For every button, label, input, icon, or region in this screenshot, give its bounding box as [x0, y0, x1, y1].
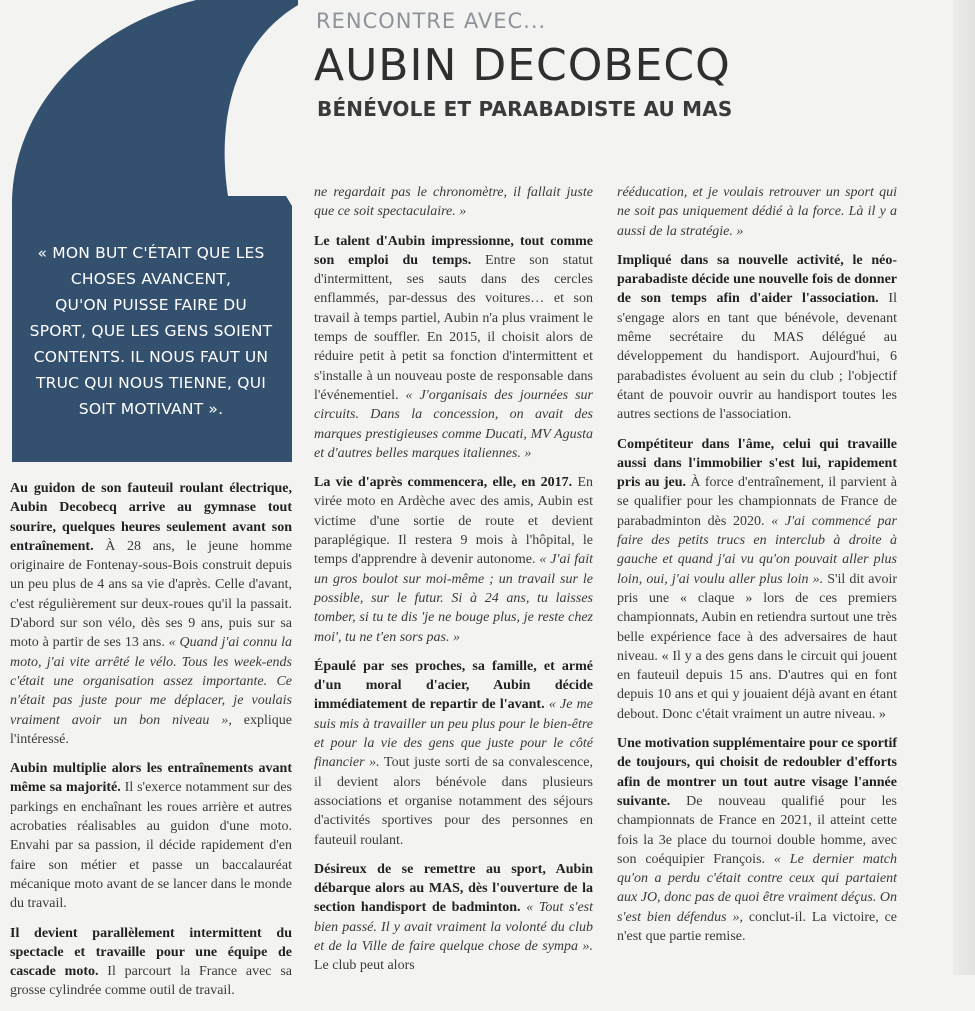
- pull-quote-line: CHOSES AVANCENT,: [70, 270, 232, 288]
- headline-subtitle: BÉNÉVOLE ET PARABADISTE AU MAS: [317, 97, 733, 121]
- article-paragraph: [617, 183, 897, 241]
- pull-quote-line: « MON BUT C'ÉTAIT QUE LES: [37, 244, 265, 262]
- paragraph-quote: « J'ai fait un gros boulot sur moi-même ; un travail sur le possible, sur le futur. Si à 24 ans, tu laisses tomber, si tu te dis 'je ne bouge plus, je reste chez moi', tu ne t'en sors pas. »: [314, 552, 593, 645]
- paragraph-quote: « Le dernier match qu'on a perdu c'était contre ceux qui partaient aux JO, donc pas de quoi être vraiment déçus. On s'est bien défendus »: [617, 851, 897, 925]
- article-paragraph: [617, 734, 897, 946]
- article-paragraph: [314, 232, 593, 464]
- pull-quote: [16, 240, 286, 422]
- paragraph-quote: « J'ai commencé par faire des petits trucs en interclub à droite à gauche et quand j'ai vu qu'on pouvait aller plus loin, oui, j'ai voulu aller plus loin ».: [617, 513, 898, 587]
- paragraph-quote: « Je me suis mis à travailler un peu plus pour le bien-être et pour la vie des gens que juste pour le côté financier ».: [314, 697, 593, 771]
- pull-quote-line: SOIT MOTIVANT ».: [78, 400, 224, 418]
- page-edge: [953, 0, 975, 975]
- paragraph-quote: ne regardait pas le chronomètre, il fallait juste que ce soit spectaculaire. »: [314, 185, 593, 220]
- article-column-3: [617, 183, 897, 956]
- pull-quote-line: TRUC QUI NOUS TIENNE, QUI: [35, 374, 267, 392]
- article-paragraph: [617, 435, 897, 724]
- paragraph-lead: Aubin multiplie alors les entraînements avant même sa majorité.: [10, 761, 292, 796]
- paragraph-tail: Le club peut alors: [314, 958, 415, 974]
- article-column-1: [10, 479, 292, 1011]
- pull-quote-line: SPORT, QUE LES GENS SOIENT: [29, 322, 273, 340]
- paragraph-text: Entre son statut d'intermittent, ses sauts dans des cercles enflammés, par-dessus des voitures… et son travail à temps partiel, Aubin n'a plus vraiment le temps de souffler. En 2015, il choisit alors de réduire petit à petit sa fonction d'intermittent et s'installe à un nouveau poste de responsable dans l'événementiel.: [314, 252, 593, 403]
- article-paragraph: [617, 251, 897, 425]
- paragraph-lead: Il devient parallèlement intermittent du spectacle et travaille pour une équipe de cascade moto.: [10, 925, 292, 980]
- pull-quote-line: QU'ON PUISSE FAIRE DU: [55, 296, 247, 314]
- article-paragraph: [10, 479, 292, 749]
- paragraph-lead: Épaulé par ses proches, sa famille, et armé d'un moral d'acier, Aubin décide immédiatement de repartir de l'avant.: [314, 658, 593, 713]
- article-paragraph: [314, 657, 593, 850]
- paragraph-lead: Impliqué dans sa nouvelle activité, le néo-parabadiste décide une nouvelle fois de donner de son temps afin d'aider l'association.: [617, 252, 897, 307]
- paragraph-quote: « J'organisais des journées sur circuits. Dans la concession, on avait des marques prestigieuses comme Ducati, MV Agusta et d'autres belles marques italiennes. »: [314, 387, 593, 461]
- paragraph-lead: Désireux de se remettre au sport, Aubin débarque alors au MAS, dès l'ouverture de la section handisport de badminton.: [314, 861, 593, 916]
- paragraph-lead: La vie d'après commencera, elle, en 2017.: [314, 475, 573, 491]
- paragraph-quote: « Quand j'ai connu la moto, j'ai vite arrêté le vélo. Tous les week-ends c'était une organisation assez importante. Ce n'était pas juste pour me déplacer, je voulais vraiment avoir un bon niveau »: [10, 635, 292, 728]
- paragraph-tail: , explique l'intéressé.: [10, 712, 292, 747]
- paragraph-text: De nouveau qualifié pour les championnats de France en 2021, il atteint cette fois la 3e place du tournoi double homme, avec son coéquipier François.: [617, 793, 897, 867]
- paragraph-lead: Compétiteur dans l'âme, celui qui travaille aussi dans l'immobilier s'est lui, rapidement pris au jeu.: [617, 436, 897, 491]
- paragraph-quote: rééducation, et je voulais retrouver un sport qui ne soit pas uniquement dédié à la force. Là il y a aussi de la stratégie. »: [617, 185, 897, 239]
- article-paragraph: [10, 924, 292, 1001]
- paragraph-tail: Tout juste sorti de sa convalescence, il devient alors bénévole dans plusieurs associations et organise notamment des séjours d'activités sportives pour des personnes en fauteuil roulant.: [314, 755, 593, 848]
- paragraph-text: Il s'exerce notamment sur des parkings en enchaînant les roues arrière et autres acrobaties réalisables au guidon d'une moto. Envahi par sa passion, il décide rapidement d'en faire son métier et passe un baccalauréat mécanique moto avant de se lancer dans le monde du travail.: [10, 780, 292, 912]
- paragraph-text: En virée moto en Ardèche avec des amis, Aubin est victime d'une sortie de route et devient paraplégique. Il restera 9 mois à l'hôpital, le temps d'apprendre à devenir autonome.: [314, 475, 593, 568]
- headline-name: AUBIN DECOBECQ: [314, 40, 731, 91]
- paragraph-tail: S'il dit avoir pris une « claque » lors de ces premiers championnats, Aubin en retiendra surtout une très belle expérience face à des adversaires de haut niveau. « Il y a des gens dans le circuit qui jouent en fauteuil depuis 15 ans. D'autres qui en font depuis 10 ans et qui y jouaient déjà avant en étant debout. Donc c'était vraiment un autre niveau. »: [617, 571, 897, 722]
- article-column-2: [314, 183, 593, 986]
- paragraph-tail: , conclut-il. La victoire, ce n'est que partie remise.: [617, 909, 897, 944]
- article-paragraph: [314, 473, 593, 647]
- paragraph-lead: Au guidon de son fauteuil roulant électrique, Aubin Decobecq arrive au gymnase tout sourire, quelques heures seulement avant son entraînement.: [10, 481, 292, 554]
- paragraph-text: Il parcourt la France avec sa grosse cylindrée comme outil de travail.: [10, 964, 292, 999]
- paragraph-text: À force d'entraînement, il parvient à se qualifier pour les championnats de France de parabadminton dès 2020.: [617, 475, 897, 529]
- kicker: RENCONTRE AVEC...: [316, 9, 547, 33]
- article-paragraph: [314, 860, 593, 976]
- paragraph-lead: Une motivation supplémentaire pour ce sportif de toujours, qui choisit de redoubler d'efforts afin de montrer un tout autre visage l'année suivante.: [617, 736, 897, 809]
- paragraph-lead: Le talent d'Aubin impressionne, tout comme son emploi du temps.: [314, 233, 593, 268]
- paragraph-text: À 28 ans, le jeune homme originaire de Fontenay-sous-Bois construit depuis un peu plus de 4 ans sa vie d'après. Celle d'avant, c'est régulièrement sur deux-roues qu'il la passait. D'abord sur son vélo, dès ses 9 ans, puis sur sa moto à partir de ses 13 ans.: [10, 538, 292, 651]
- paragraph-quote: « Tout s'est bien passé. Il y avait vraiment la volonté du club et de la Ville de faire quelque chose de sympa ».: [314, 900, 594, 954]
- article-paragraph: [314, 183, 593, 222]
- article-paragraph: [10, 759, 292, 913]
- pull-quote-line: CONTENTS. IL NOUS FAUT UN: [33, 348, 269, 366]
- paragraph-text: Il s'engage alors en tant que bénévole, devenant même secrétaire du MAS délégué au développement du handisport. Aujourd'hui, 6 parabadistes évoluent au sein du club ; l'objectif étant de pouvoir ouvrir au handisport toutes les autres sections de l'association.: [617, 291, 897, 423]
